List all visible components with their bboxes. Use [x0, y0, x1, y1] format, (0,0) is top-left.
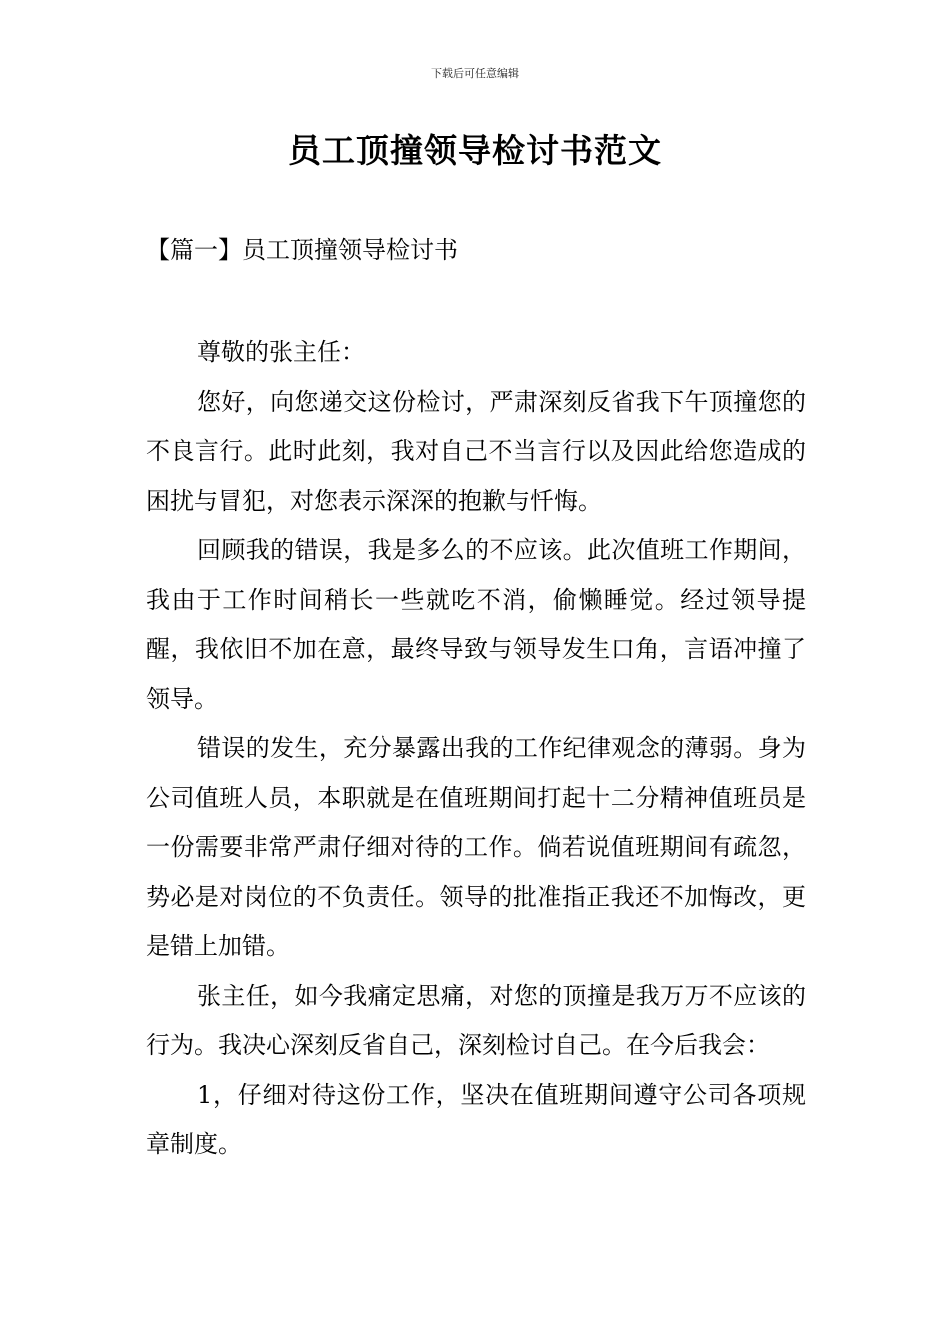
header-note: 下载后可任意编辑 — [431, 67, 519, 80]
document-title: 员工顶撞领导检讨书范文 — [288, 131, 662, 170]
paragraph-review: 回顾我的错误，我是多么的不应该。此次值班工作期间，我由于工作时间稍长一些就吃不消，偷懒睡觉。经过领导提醒，我依旧不加在意，最终导致与领导发生口角，言语冲撞了领导。 — [146, 536, 806, 713]
letter-body — [146, 328, 806, 1170]
paragraph-resolution: 张主任，如今我痛定思痛，对您的顶撞是我万万不应该的行为。我决心深刻反省自己，深刻检讨自己。在今后我会： — [146, 981, 806, 1059]
paragraph-reflection: 错误的发生，充分暴露出我的工作纪律观念的薄弱。身为公司值班人员，本职就是在值班期间打起十二分精神值班员是一份需要非常严肃仔细对待的工作。倘若说值班期间有疏忽，势必是对岗位的不负责任。领导的批准指正我还不加悔改，更是错上加错。 — [146, 734, 806, 960]
salutation: 尊敬的张主任： — [197, 338, 365, 366]
paragraph-item-1: 1，仔细对待这份工作，坚决在值班期间遵守公司各项规章制度。 — [146, 1080, 806, 1158]
section-heading: 【篇一】员工顶撞领导检讨书 — [146, 236, 458, 264]
paragraph-greeting: 您好，向您递交这份检讨，严肃深刻反省我下午顶撞您的不良言行。此时此刻，我对自己不当言行以及因此给您造成的困扰与冒犯，对您表示深深的抱歉与忏悔。 — [146, 387, 806, 515]
